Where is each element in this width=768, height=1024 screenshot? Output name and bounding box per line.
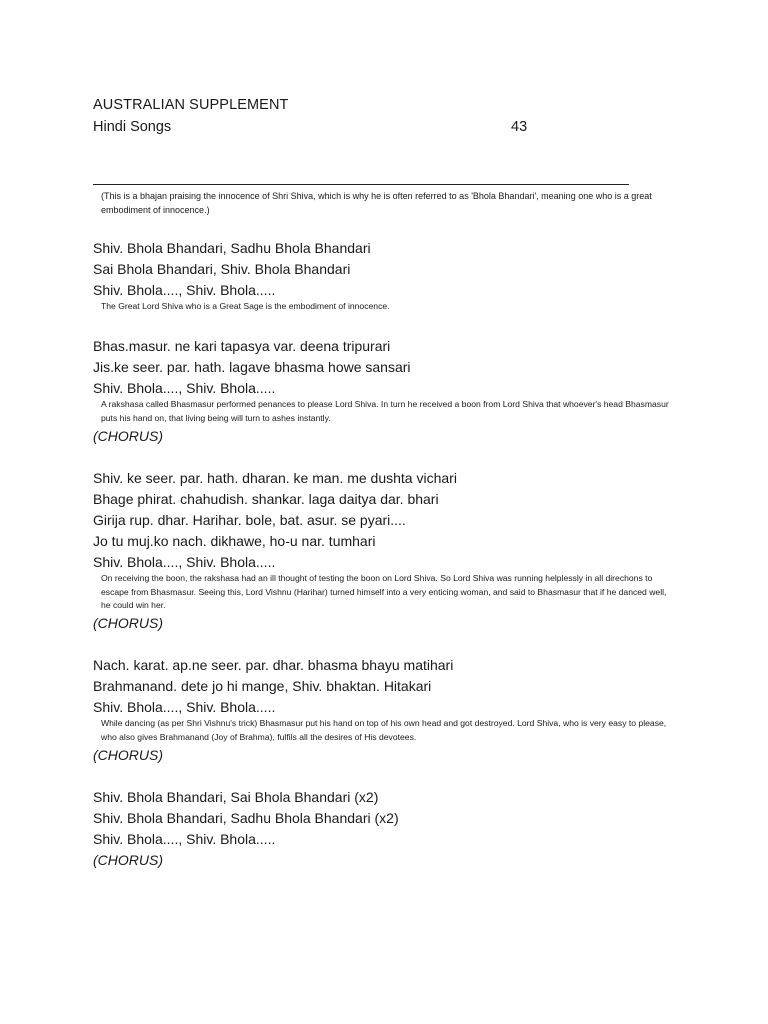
- chorus-marker: (CHORUS): [93, 747, 163, 763]
- lyric-line: Shiv. Bhola Bhandari, Sadhu Bhola Bhandari: [93, 240, 371, 256]
- intro-note: (This is a bhajan praising the innocence of Shri Shiva, which is why he is often referred to as 'Bhola Bhandari', meaning one who is a great embodiment of innocence.): [101, 191, 652, 215]
- lyric-line: Nach. karat. ap.ne seer. par. dhar. bhasma bhayu matihari: [93, 657, 454, 673]
- header-divider: [93, 184, 629, 185]
- lyric-line: Brahmanand. dete jo hi mange, Shiv. bhaktan. Hitakari: [93, 678, 432, 694]
- translation-note: While dancing (as per Shri Vishnu's trick) Bhasmasur put his hand on top of his own head and got destroyed. Lord Shiva, who is very easy to please, who also gives Brahmanand (Joy of Brahma), fulfils all the desires of His devotees.: [101, 718, 667, 742]
- lyric-line: Jis.ke seer. par. hath. lagave bhasma howe sansari: [93, 359, 411, 375]
- lyric-line: Shiv. Bhola...., Shiv. Bhola.....: [93, 282, 276, 298]
- lyric-line: Shiv. Bhola...., Shiv. Bhola.....: [93, 554, 276, 570]
- lyric-line: Jo tu muj.ko nach. dikhawe, ho-u nar. tumhari: [93, 533, 376, 549]
- lyric-line: Bhas.masur. ne kari tapasya var. deena tripurari: [93, 338, 391, 354]
- document-title: AUSTRALIAN SUPPLEMENT: [93, 97, 289, 113]
- chorus-marker: (CHORUS): [93, 428, 163, 444]
- chorus-marker: (CHORUS): [93, 615, 163, 631]
- translation-note: The Great Lord Shiva who is a Great Sage is the embodiment of innocence.: [101, 301, 390, 311]
- document-subtitle: Hindi Songs: [93, 119, 172, 135]
- lyric-line: Shiv. Bhola...., Shiv. Bhola.....: [93, 831, 276, 847]
- lyric-line: Shiv. ke seer. par. hath. dharan. ke man. me dushta vichari: [93, 470, 457, 486]
- lyric-line: Bhage phirat. chahudish. shankar. laga daitya dar. bhari: [93, 491, 439, 507]
- page-number: 43: [511, 119, 528, 135]
- lyric-line: Sai Bhola Bhandari, Shiv. Bhola Bhandari: [93, 261, 351, 277]
- translation-note: A rakshasa called Bhasmasur performed penances to please Lord Shiva. In turn he received a boon from Lord Shiva that whoever's head Bhasmasur puts his hand on, that living being will turn to ashes instantly.: [101, 399, 669, 423]
- lyric-line: Shiv. Bhola Bhandari, Sadhu Bhola Bhandari (x2): [93, 810, 399, 826]
- lyric-line: Shiv. Bhola...., Shiv. Bhola.....: [93, 699, 276, 715]
- lyric-line: Shiv. Bhola...., Shiv. Bhola.....: [93, 380, 276, 396]
- lyric-line: Shiv. Bhola Bhandari, Sai Bhola Bhandari (x2): [93, 789, 379, 805]
- lyric-line: Girija rup. dhar. Harihar. bole, bat. asur. se pyari....: [93, 512, 406, 528]
- chorus-marker: (CHORUS): [93, 852, 163, 868]
- translation-note: On receiving the boon, the rakshasa had an ill thought of testing the boon on Lord Shiva. So Lord Shiva was running helplessly in all direchons to escape from Bhasmasur. Seeing this, Lord Vishnu (Harihar) turned himself into a very enticing woman, and said to Bhasmasur that if he danced well, he could win her.: [101, 573, 667, 610]
